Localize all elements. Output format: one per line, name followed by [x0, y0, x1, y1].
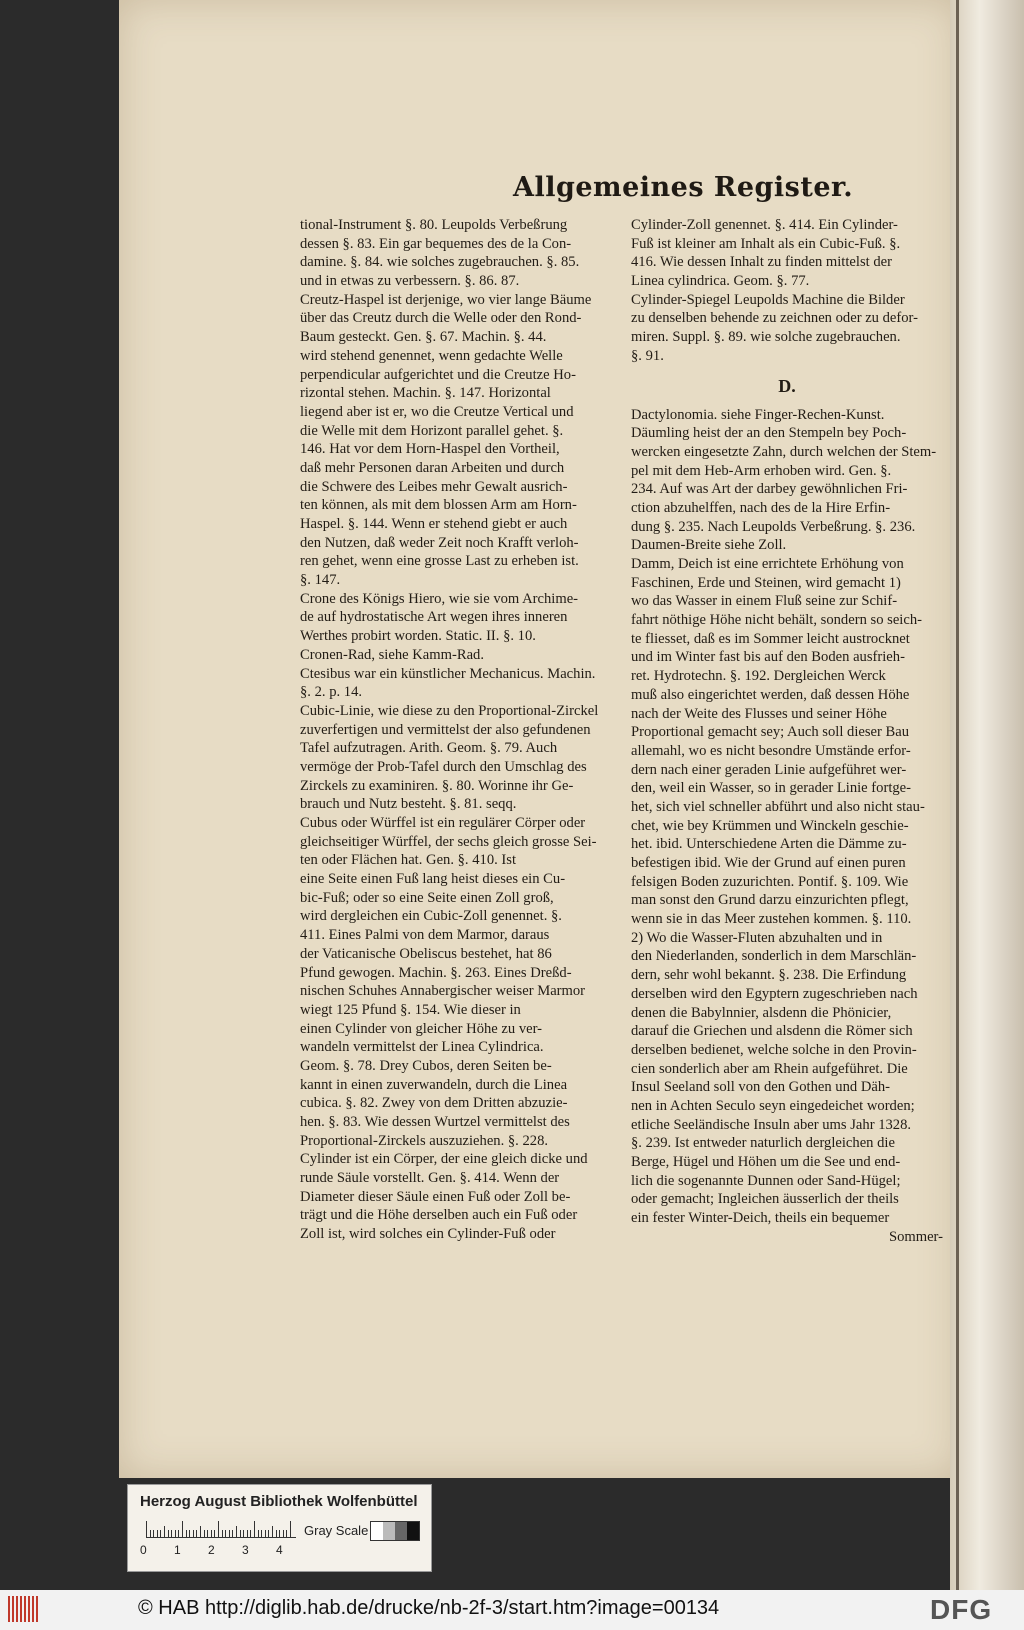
text-line: wird stehend genennet, wenn gedachte Welle — [300, 347, 563, 364]
text-line: nischen Schuhes Annabergischer weiser Marmor — [300, 983, 586, 1000]
text-line: ten oder Flächen hat. Gen. §. 410. Ist — [300, 852, 517, 869]
text-line: Insul Seeland soll von den Gothen und Däh- — [631, 1079, 890, 1096]
text-line: het. ibid. Unterschiedene Arten die Dämme zu- — [631, 836, 907, 853]
text-line: 411. Eines Palmi von dem Marmor, daraus — [300, 927, 550, 944]
text-line: dern, sehr wohl bekannt. §. 238. Die Erfindung — [631, 967, 907, 984]
ruler-tick — [279, 1530, 280, 1537]
text-line: wandeln vermittelst der Linea Cylindrica. — [300, 1039, 544, 1056]
ruler-tick — [225, 1530, 226, 1537]
text-line: derselben wird den Egyptern zugeschrieben nach — [631, 985, 918, 1002]
text-line: zu denselben behende zu zeichnen oder zu defor- — [631, 310, 918, 327]
text-line: vermöge der Prob-Tafel durch den Umschlag des — [300, 758, 587, 775]
text-line: Cronen-Rad, siehe Kamm-Rad. — [300, 646, 484, 663]
ruler-tick — [286, 1530, 287, 1537]
text-line: §. 147. — [300, 572, 341, 589]
text-line: ret. Hydrotechn. §. 192. Dergleichen Werck — [631, 668, 886, 685]
text-line: die Welle mit dem Horizont parallel gehet. §. — [300, 422, 564, 439]
text-line: Werthes probirt worden. Static. II. §. 10. — [300, 628, 536, 645]
ruler-tick — [207, 1530, 208, 1537]
text-line: Fuß ist kleiner am Inhalt als ein Cubic-Fuß. §. — [631, 235, 901, 252]
ruler-tick — [214, 1530, 215, 1537]
text-line: und in etwas zu verbessern. §. 86. 87. — [300, 273, 520, 290]
text-line: D. — [778, 375, 796, 396]
ruler-tick — [265, 1530, 266, 1537]
text-line: felsigen Boden zuzurichten. Pontif. §. 109. Wie — [631, 873, 909, 890]
text-line: runde Säule vorstellt. Gen. §. 414. Wenn der — [300, 1170, 560, 1187]
text-line: ten können, als mit dem blossen Arm am Horn- — [300, 497, 577, 514]
text-line: zuverfertigen und vermittelst der also gefundenen — [300, 721, 591, 738]
text-line: brauch und Nutz besteht. §. 81. seqq. — [300, 796, 517, 813]
text-line: Haspel. §. 144. Wenn er stehend giebt er auch — [300, 516, 568, 532]
text-line: Däumling heist der an den Stempeln bey Poch- — [631, 425, 907, 442]
text-line: etliche Seeländische Insuln aber ums Jahr 1328. — [631, 1116, 912, 1133]
ruler-tick — [193, 1530, 194, 1537]
text-line: rizontal stehen. Machin. §. 147. Horizontal — [300, 385, 551, 402]
text-line: muß also eingerichtet werden, daß dessen Höhe — [631, 686, 910, 703]
text-line: Cylinder ist ein Cörper, der eine gleich dicke und — [300, 1151, 588, 1168]
ruler-tick — [254, 1521, 255, 1537]
text-line: und im Winter fast bis auf den Boden ausfrieh- — [631, 649, 905, 666]
text-line: pel mit dem Heb-Arm erhoben wird. Gen. §. — [631, 462, 892, 479]
dfg-logo: DFG — [930, 1594, 993, 1625]
text-line: Crone des Königs Hiero, wie sie vom Archime- — [300, 590, 579, 607]
text-line: den Niederlanden, sonderlich in dem Marschlän- — [631, 948, 917, 965]
text-line: der Vaticanische Obeliscus bestehet, hat 86 — [300, 945, 552, 962]
text-line: de auf hydrostatische Art wegen ihres inneren — [300, 609, 568, 626]
text-line: ein fester Winter-Deich, theils ein bequemer — [631, 1210, 890, 1227]
ruler-tick — [200, 1526, 201, 1537]
text-line: Tafel aufzutragen. Arith. Geom. §. 79. Auch — [300, 740, 558, 757]
text-line: denen die Babylnnier, alsdenn die Phönicier, — [631, 1004, 892, 1021]
text-line: §. 91. — [631, 347, 664, 364]
text-line: te fliesset, daß es im Sommer leicht austrocknet — [631, 630, 910, 647]
text-line: tional-Instrument §. 80. Leupolds Verbeßrung — [300, 217, 568, 233]
ruler-tick — [157, 1530, 158, 1537]
text-line: 146. Hat vor dem Horn-Haspel den Vortheil, — [300, 441, 560, 458]
ruler-tick — [186, 1530, 187, 1537]
ruler-tick — [276, 1530, 277, 1537]
text-line: den Nutzen, daß weder Zeit noch Krafft verloh- — [300, 534, 579, 551]
ruler-tick — [168, 1530, 169, 1537]
ruler-tick — [272, 1526, 273, 1537]
ruler-tick — [232, 1530, 233, 1537]
text-line: liegend aber ist er, wo die Creutze Vertical und — [300, 403, 574, 420]
text-line: nach der Weite des Flusses und seiner Höhe — [631, 705, 887, 722]
text-line: §. 239. Ist entweder naturlich dergleichen die — [631, 1135, 895, 1152]
text-line: wiegt 125 Pfund §. 154. Wie dieser in — [300, 1001, 521, 1018]
text-line: Sommer- — [888, 1228, 943, 1245]
text-line: wo das Wasser in einem Fluß seine zur Schif- — [631, 593, 898, 610]
text-line: chet, wie bey Krümmen und Winckeln geschie- — [631, 817, 909, 834]
ruler-tick — [250, 1530, 251, 1537]
text-line: §. 2. p. 14. — [300, 684, 363, 701]
ruler-tick — [247, 1530, 248, 1537]
ruler-tick — [211, 1530, 212, 1537]
text-line: het, sich viel schneller abführt und also nicht stau- — [631, 798, 925, 815]
text-line: ction abzuhelffen, nach des de la Hire Erfin- — [631, 499, 891, 516]
text-line: trägt und die Höhe derselben auch ein Fuß oder — [300, 1207, 578, 1224]
text-line: wenn sie in das Meer zustehen kommen. §. 110. — [631, 911, 912, 928]
text-line: Berge, Hügel und Höhen um die See und end- — [631, 1154, 901, 1170]
ruler — [146, 1521, 296, 1538]
ruler-tick — [189, 1530, 190, 1537]
text-line: Cubic-Linie, wie diese zu den Proportional-Zirckel — [300, 702, 599, 719]
gray-scale-label: Gray Scale — [304, 1523, 369, 1538]
ruler-tick — [222, 1530, 223, 1537]
text-line: daß mehr Personen daran Arbeiten und durch — [300, 459, 565, 476]
ruler-tick — [196, 1530, 197, 1537]
ruler-number: 1 — [174, 1543, 181, 1557]
ruler-number: 2 — [208, 1543, 215, 1557]
ruler-tick — [290, 1521, 291, 1537]
text-line: Zirckels zu examiniren. §. 80. Worinne ihr Ge- — [300, 777, 574, 794]
text-line: Cylinder-Spiegel Leupolds Machine die Bilder — [631, 291, 905, 308]
footer-bar — [0, 1590, 1024, 1630]
ruler-tick — [218, 1521, 219, 1537]
ruler-tick — [150, 1530, 151, 1537]
left-column — [300, 216, 616, 1244]
ruler-tick — [243, 1530, 244, 1537]
ruler-tick — [178, 1530, 179, 1537]
ruler-tick — [171, 1530, 172, 1537]
text-line: über das Creutz durch die Welle oder den Rond- — [300, 310, 582, 327]
ruler-tick — [146, 1521, 147, 1537]
text-line: wercken eingesetzte Zahn, durch welchen der Stem- — [631, 443, 937, 460]
text-line: Creutz-Haspel ist derjenige, wo vier lange Bäume — [300, 291, 592, 308]
text-line: Pfund gewogen. Machin. §. 263. Eines Dreßd- — [300, 964, 572, 981]
page-header: Allgemeines Register. — [513, 172, 854, 203]
library-name: Herzog August Bibliothek Wolfenbüttel — [140, 1493, 418, 1510]
text-line: Diameter dieser Säule einen Fuß oder Zoll be- — [300, 1188, 571, 1205]
text-line: gleichseitiger Würffel, der sechs gleich grosse Sei- — [300, 833, 597, 850]
text-line: dessen §. 83. Ein gar bequemes des de la Con- — [300, 235, 572, 252]
ruler-tick — [164, 1526, 165, 1537]
text-line: Cylinder-Zoll genennet. §. 414. Ein Cylinder- — [631, 217, 898, 233]
text-line: dung §. 235. Nach Leupolds Verbeßrung. §. 236. — [631, 518, 916, 535]
text-line: man sonst den Grund darzu einzurichten pflegt, — [631, 892, 909, 909]
text-line: damine. §. 84. wie solches zugebrauchen. §. 85. — [300, 254, 580, 271]
text-line: Ctesibus war ein künstlicher Mechanicus. Machin. — [300, 665, 596, 682]
text-line: den, weil ein Wasser, so in gerader Linie fortge- — [631, 780, 912, 797]
text-line: lich die sogenannte Dunnen oder Sand-Hügel; — [631, 1172, 901, 1189]
ruler-tick — [261, 1530, 262, 1537]
text-line: eine Seite einen Fuß lang heist dieses ein Cu- — [300, 871, 566, 888]
text-line: Faschinen, Erde und Steinen, wird gemacht 1) — [631, 574, 901, 591]
ruler-number: 3 — [242, 1543, 249, 1557]
ruler-tick — [153, 1530, 154, 1537]
ruler-tick — [283, 1530, 284, 1537]
ruler-tick — [258, 1530, 259, 1537]
ruler-tick — [268, 1530, 269, 1537]
text-line: cien sonderlich aber am Rhein aufgeführet. Die — [631, 1060, 908, 1077]
text-line: befestigen ibid. Wie der Grund auf einen puren — [631, 855, 906, 871]
gray-scale-swatch — [370, 1521, 420, 1541]
text-line: Cubus oder Würffel ist ein regulärer Cörper oder — [300, 815, 586, 831]
text-line: 416. Wie dessen Inhalt zu finden mittelst der — [631, 254, 892, 271]
text-line: einen Cylinder von gleicher Höhe zu ver- — [300, 1020, 543, 1037]
text-line: bic-Fuß; oder so eine Seite einen Zoll groß, — [300, 889, 554, 906]
text-line: Linea cylindrica. Geom. §. 77. — [631, 273, 810, 290]
text-line: miren. Suppl. §. 89. wie solche zugebrauchen. — [631, 329, 901, 346]
next-page-edge — [950, 0, 1024, 1590]
text-line: hen. §. 83. Wie dessen Wurtzel vermittelst des — [300, 1114, 570, 1130]
text-line: Daumen-Breite siehe Zoll. — [631, 537, 787, 554]
text-line: Proportional gemacht sey; Auch soll dieser Bau — [631, 724, 910, 741]
barcode-icon — [8, 1596, 48, 1622]
text-line: Dactylonomia. siehe Finger-Rechen-Kunst. — [631, 406, 885, 423]
ruler-number: 0 — [140, 1543, 147, 1557]
text-line: fahrt nöthige Höhe nicht behält, sondern so seich- — [631, 612, 922, 629]
ruler-tick — [204, 1530, 205, 1537]
text-line: dern nach einer geraden Linie aufgeführet wer- — [631, 761, 907, 778]
ruler-tick — [236, 1526, 237, 1537]
ruler-tick — [182, 1521, 183, 1537]
text-line: derselben bedienet, welche solche in den Provin- — [631, 1041, 917, 1058]
text-line: Proportional-Zirckels auszuziehen. §. 228. — [300, 1132, 549, 1149]
library-label — [127, 1484, 432, 1572]
text-line: kannt in einen zuverwandeln, durch die Linea — [300, 1076, 568, 1093]
text-line: darauf die Griechen und alsdenn die Römer sich — [631, 1023, 913, 1040]
text-line: cubica. §. 82. Zwey von dem Dritten abzuzie- — [300, 1095, 568, 1112]
text-line: 234. Auf was Art der darbey gewöhnlichen Fri- — [631, 481, 908, 498]
text-line: Zoll ist, wird solches ein Cylinder-Fuß oder — [300, 1226, 556, 1243]
footer-url[interactable]: © HAB http://diglib.hab.de/drucke/nb-2f-3/start.htm?image=00134 — [138, 1597, 720, 1619]
text-line: oder gemacht; Ingleichen äusserlich der theils — [631, 1191, 899, 1208]
text-line: nen in Achten Seculo seyn eingedeichet worden; — [631, 1097, 915, 1114]
text-line: Geom. §. 78. Drey Cubos, deren Seiten be- — [300, 1057, 552, 1074]
text-line: allemahl, wo es nicht besondre Umstände erfor- — [631, 742, 911, 759]
ruler-tick — [175, 1530, 176, 1537]
text-line: wird dergleichen ein Cubic-Zoll genennet. §. — [300, 908, 562, 925]
ruler-tick — [240, 1530, 241, 1537]
text-line: 2) Wo die Wasser-Fluten abzuhalten und in — [631, 929, 883, 946]
text-line: die Schwere des Leibes mehr Gewalt ausrich- — [300, 478, 568, 495]
text-line: ren gehet, wenn eine grosse Last zu erheben ist. — [300, 553, 579, 570]
ruler-number: 4 — [276, 1543, 283, 1557]
text-line: Damm, Deich ist eine errichtete Erhöhung von — [631, 556, 904, 572]
text-line: perpendicular aufgerichtet und die Creutze Ho- — [300, 366, 576, 383]
right-column — [631, 216, 943, 1246]
text-line: Baum gesteckt. Gen. §. 67. Machin. §. 44. — [300, 329, 547, 346]
ruler-tick — [229, 1530, 230, 1537]
ruler-tick — [160, 1530, 161, 1537]
